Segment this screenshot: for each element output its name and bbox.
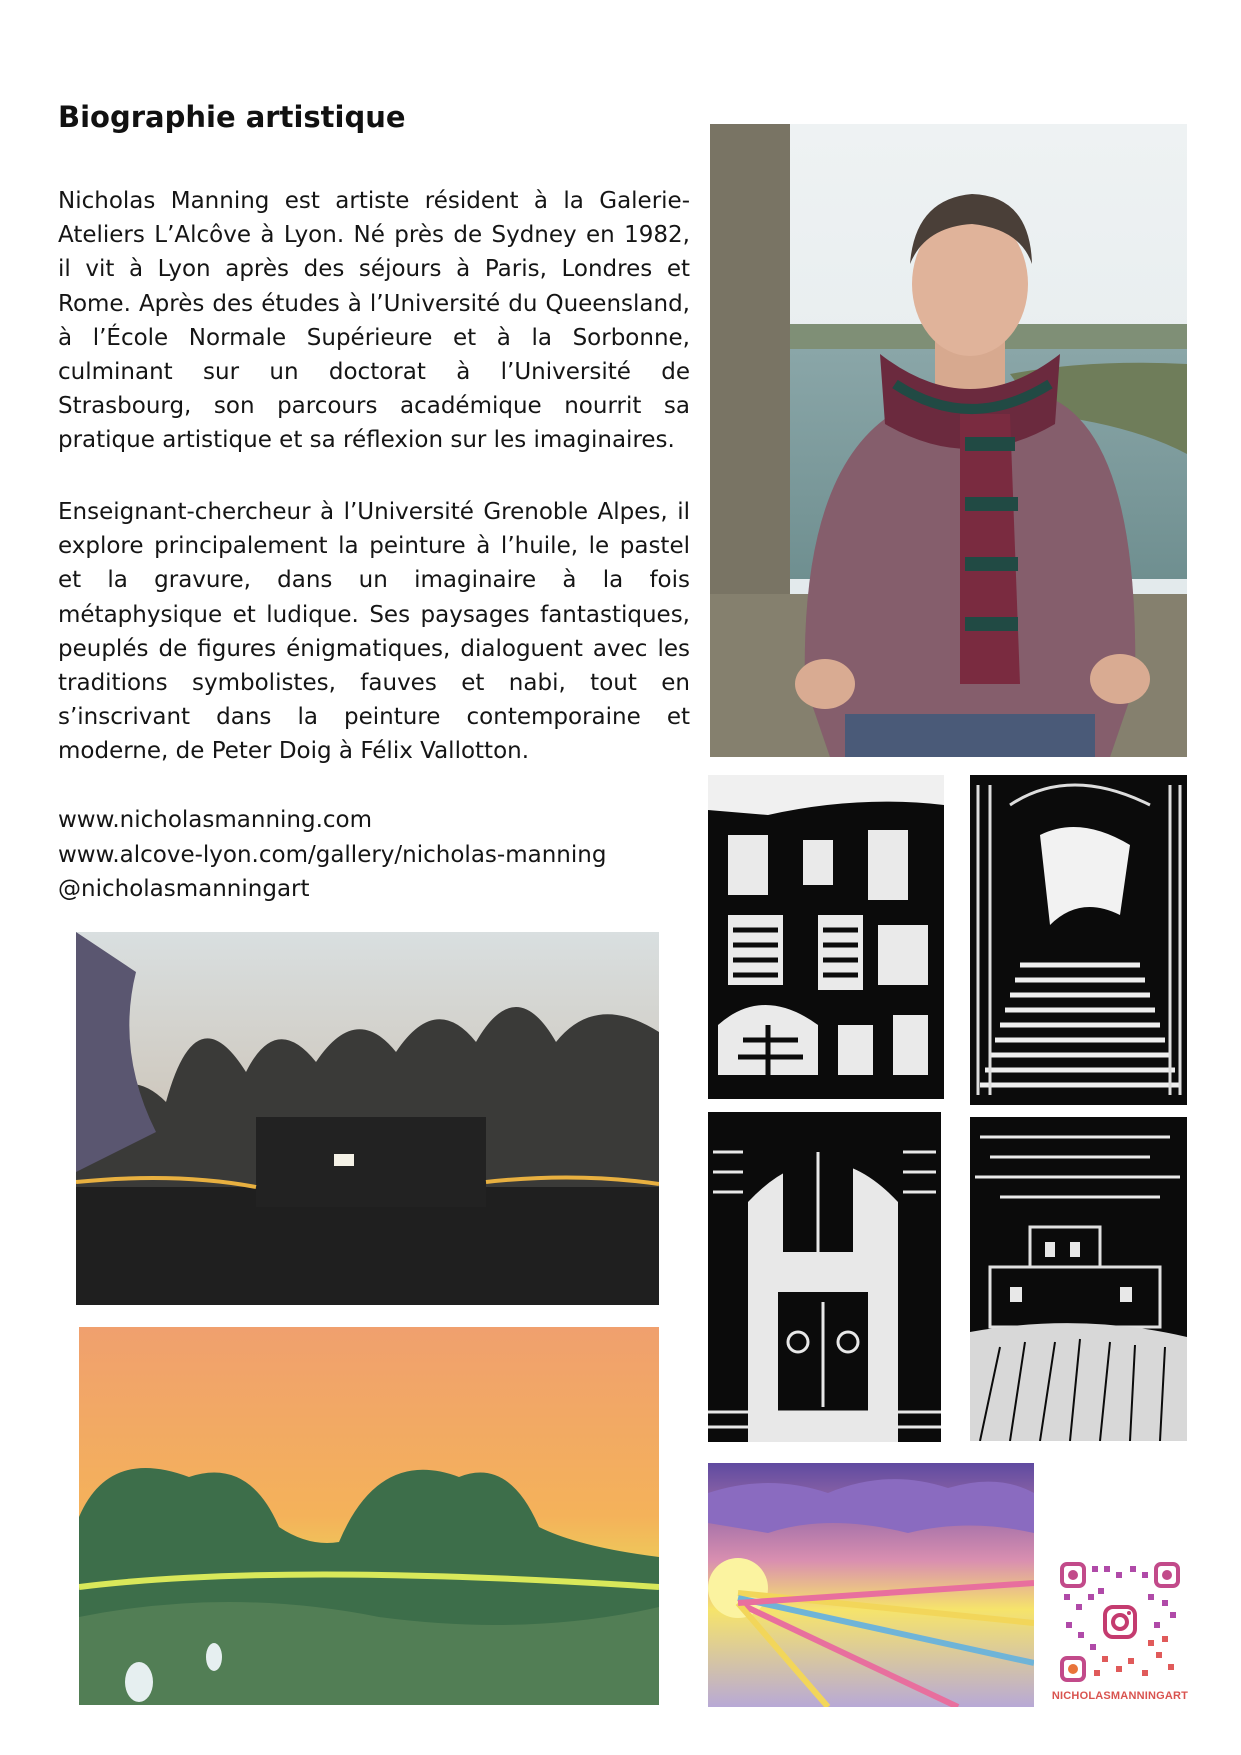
woodcut-tower-print xyxy=(970,1117,1187,1441)
woodcut-building-print xyxy=(708,775,944,1099)
contact-links xyxy=(58,803,606,907)
psychedelic-field-painting xyxy=(708,1463,1034,1707)
gallery-link[interactable]: www.alcove-lyon.com/gallery/nicholas-manning xyxy=(58,841,607,868)
woodcut-stairway-print xyxy=(970,775,1187,1105)
instagram-qr-code[interactable] xyxy=(1058,1560,1182,1684)
bio-paragraph-1: Nicholas Manning est artiste résident à la Galerie-Ateliers L’Alcôve à Lyon. Né près de Sydney en 1982, il vit à Lyon après des séjours à Paris, Londres et Rome. Après des études à l’Université du Queensland, à l’École Normale Supérieure et à la Sorbonne, culminant sur un doctorat à l’Université de Strasbourg, son parcours académique nourrit sa pratique artistique et sa réflexion sur les imaginaires. xyxy=(58,188,690,454)
artist-portrait-photo xyxy=(710,124,1187,757)
bio-paragraph-2: Enseignant-chercheur à l’Université Grenoble Alpes, il explore principalement la peinture à l’huile, le pastel et la gravure, dans un imaginaire à la fois métaphysique et ludique. Ses paysages fantastiques, peuplés de figures énigmatiques, dialoguent avec les traditions symbolistes, fauves et nabi, tout en s’inscrivant dans la peinture contemporaine et moderne, de Peter Doig à Félix Vallotton. xyxy=(58,499,690,765)
qr-label: NICHOLASMANNINGART xyxy=(1051,1690,1189,1702)
sunset-landscape-painting xyxy=(79,1327,659,1705)
instagram-handle[interactable]: @nicholasmanningart xyxy=(58,876,310,902)
woodcut-doorway-print xyxy=(708,1112,941,1442)
page-title: Biographie artistique xyxy=(58,100,406,134)
dusk-house-painting xyxy=(76,932,659,1305)
website-link[interactable]: www.nicholasmanning.com xyxy=(58,807,373,833)
